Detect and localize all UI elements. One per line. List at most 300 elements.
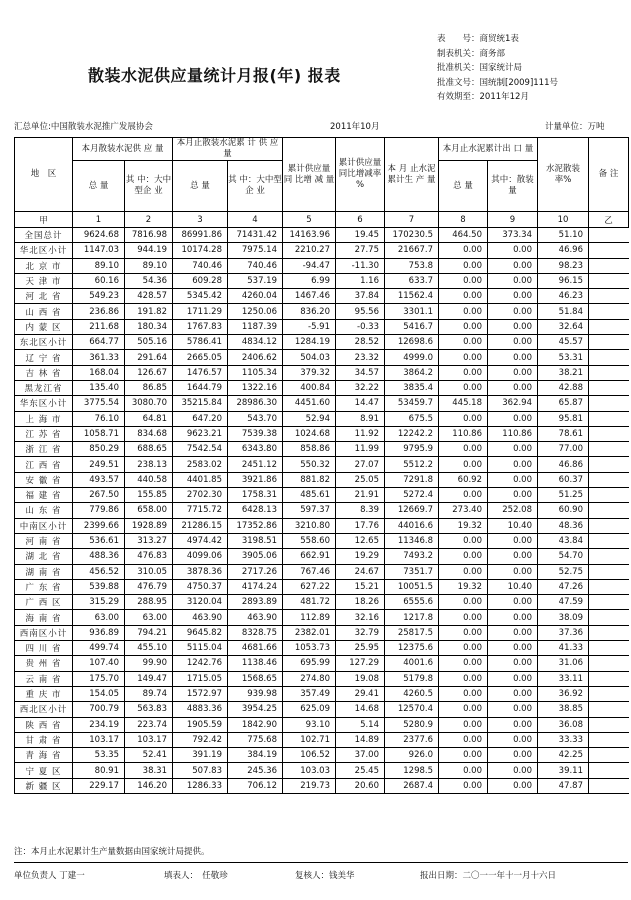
value-cell: 15.21: [336, 579, 385, 594]
value-cell: 361.33: [73, 350, 125, 365]
value-cell: 695.99: [283, 656, 336, 671]
divider: [14, 862, 628, 863]
region-cell: 湖 南 省: [15, 564, 73, 579]
value-cell: 93.10: [283, 717, 336, 732]
table-row: [15, 656, 629, 671]
value-cell: 28.52: [336, 335, 385, 350]
value-cell: 28986.30: [228, 396, 283, 411]
column-index: 8: [439, 212, 488, 228]
value-cell: 558.60: [283, 533, 336, 548]
table-row: [15, 228, 629, 243]
value-cell: 12570.4: [385, 702, 439, 717]
header-bulk-rate: 水泥散装率%: [538, 138, 589, 212]
value-cell: 5179.8: [385, 671, 439, 686]
region-cell: 华北区小计: [15, 243, 73, 258]
header-export: 本月止水泥累计出 口 量: [439, 138, 538, 161]
unit-head: 单位负责人 丁建一: [14, 871, 85, 881]
value-cell: 54.70: [538, 549, 589, 564]
header-total: 总 量: [173, 161, 228, 212]
remarks-cell: [589, 350, 629, 365]
value-cell: 19.45: [336, 228, 385, 243]
value-cell: -11.30: [336, 258, 385, 273]
value-cell: 53.31: [538, 350, 589, 365]
value-cell: 1905.59: [173, 717, 228, 732]
value-cell: 362.94: [488, 396, 538, 411]
table-row: [15, 319, 629, 334]
value-cell: 0.00: [488, 732, 538, 747]
valid-until: 有效期至：2011年12月: [437, 92, 529, 102]
value-cell: 1758.31: [228, 488, 283, 503]
value-cell: 1058.71: [73, 426, 125, 441]
value-cell: 0.00: [439, 564, 488, 579]
header-yoy-rate: 累计供应量同比增减率 %: [336, 138, 385, 212]
value-cell: 3120.04: [173, 595, 228, 610]
remarks-cell: [589, 503, 629, 518]
report-date: 报出日期：二〇一一年十一月十六日: [420, 871, 557, 881]
remarks-cell: [589, 289, 629, 304]
region-cell: 吉 林 省: [15, 365, 73, 380]
value-cell: 37.36: [538, 625, 589, 640]
value-cell: 0.00: [439, 748, 488, 763]
value-cell: 29.41: [336, 686, 385, 701]
value-cell: 106.52: [283, 748, 336, 763]
region-cell: 新 疆 区: [15, 778, 73, 793]
value-cell: 700.79: [73, 702, 125, 717]
value-cell: 662.91: [283, 549, 336, 564]
value-cell: 98.23: [538, 258, 589, 273]
value-cell: 12242.2: [385, 426, 439, 441]
value-cell: 60.92: [439, 472, 488, 487]
value-cell: 219.73: [283, 778, 336, 793]
value-cell: 850.29: [73, 442, 125, 457]
table-row: [15, 396, 629, 411]
value-cell: 71431.42: [228, 228, 283, 243]
value-cell: 8.91: [336, 411, 385, 426]
value-cell: 19.32: [439, 579, 488, 594]
value-cell: 767.46: [283, 564, 336, 579]
value-cell: 0.00: [488, 671, 538, 686]
value-cell: 0.00: [439, 273, 488, 288]
value-cell: 0.00: [439, 304, 488, 319]
value-cell: 0.00: [439, 380, 488, 395]
remarks-cell: [589, 228, 629, 243]
value-cell: 5280.9: [385, 717, 439, 732]
column-index: 1: [73, 212, 125, 228]
value-cell: 0.00: [439, 625, 488, 640]
value-cell: 0.00: [488, 778, 538, 793]
value-cell: 146.20: [125, 778, 173, 793]
value-cell: 51.10: [538, 228, 589, 243]
value-cell: 288.95: [125, 595, 173, 610]
value-cell: 0.00: [488, 488, 538, 503]
value-cell: 740.46: [173, 258, 228, 273]
value-cell: 7542.54: [173, 442, 228, 457]
value-cell: 60.37: [538, 472, 589, 487]
value-cell: 0.00: [439, 717, 488, 732]
value-cell: 6.99: [283, 273, 336, 288]
value-cell: 0.00: [439, 610, 488, 625]
value-cell: 52.41: [125, 748, 173, 763]
value-cell: 0.00: [488, 289, 538, 304]
table-row: [15, 380, 629, 395]
table-row: [15, 717, 629, 732]
value-cell: 112.89: [283, 610, 336, 625]
value-cell: 2210.27: [283, 243, 336, 258]
value-cell: 10.40: [488, 579, 538, 594]
value-cell: 0.00: [488, 748, 538, 763]
value-cell: 86.85: [125, 380, 173, 395]
region-cell: 陕 西 省: [15, 717, 73, 732]
value-cell: 4834.12: [228, 335, 283, 350]
value-cell: 0.00: [439, 335, 488, 350]
column-index: 10: [538, 212, 589, 228]
value-cell: 310.05: [125, 564, 173, 579]
value-cell: 19.32: [439, 518, 488, 533]
table-row: [15, 564, 629, 579]
header-large-enterprises: 其 中：大中型企 业: [228, 161, 283, 212]
value-cell: 0.00: [488, 442, 538, 457]
remarks-cell: [589, 457, 629, 472]
value-cell: 9624.68: [73, 228, 125, 243]
value-cell: 3775.54: [73, 396, 125, 411]
value-cell: 440.58: [125, 472, 173, 487]
value-cell: 0.00: [488, 595, 538, 610]
value-cell: 51.25: [538, 488, 589, 503]
value-cell: 779.86: [73, 503, 125, 518]
value-cell: 103.03: [283, 763, 336, 778]
value-cell: 102.71: [283, 732, 336, 747]
region-cell: 中南区小计: [15, 518, 73, 533]
region-cell: 重 庆 市: [15, 686, 73, 701]
value-cell: 0.00: [488, 610, 538, 625]
region-cell: 天 津 市: [15, 273, 73, 288]
header-cumulative-production: 本 月 止水泥累计生 产 量: [385, 138, 439, 212]
value-cell: 154.05: [73, 686, 125, 701]
value-cell: 14163.96: [283, 228, 336, 243]
value-cell: 25.05: [336, 472, 385, 487]
value-cell: 926.0: [385, 748, 439, 763]
value-cell: 95.81: [538, 411, 589, 426]
report-period: 2011年10月: [330, 122, 380, 132]
value-cell: 7539.38: [228, 426, 283, 441]
value-cell: 488.36: [73, 549, 125, 564]
value-cell: 274.80: [283, 671, 336, 686]
remarks-cell: [589, 365, 629, 380]
value-cell: 504.03: [283, 350, 336, 365]
value-cell: 14.68: [336, 702, 385, 717]
table-row: [15, 748, 629, 763]
region-cell: 河 南 省: [15, 533, 73, 548]
value-cell: 46.86: [538, 457, 589, 472]
value-cell: 507.83: [173, 763, 228, 778]
value-cell: 0.00: [488, 350, 538, 365]
value-cell: 36.92: [538, 686, 589, 701]
form-info: [437, 32, 558, 105]
remarks-cell: [589, 549, 629, 564]
value-cell: 4260.04: [228, 289, 283, 304]
value-cell: 0.00: [439, 533, 488, 548]
value-cell: 379.32: [283, 365, 336, 380]
value-cell: 80.91: [73, 763, 125, 778]
remarks-cell: [589, 304, 629, 319]
region-cell: 四 川 省: [15, 641, 73, 656]
value-cell: 2893.89: [228, 595, 283, 610]
value-cell: 54.36: [125, 273, 173, 288]
value-cell: 0.00: [439, 411, 488, 426]
value-cell: 2406.62: [228, 350, 283, 365]
remarks-cell: [589, 641, 629, 656]
value-cell: 1298.5: [385, 763, 439, 778]
table-row: [15, 702, 629, 717]
value-cell: 3921.86: [228, 472, 283, 487]
value-cell: 0.00: [488, 549, 538, 564]
table-row: [15, 549, 629, 564]
value-cell: 27.75: [336, 243, 385, 258]
value-cell: 95.56: [336, 304, 385, 319]
remarks-cell: [589, 442, 629, 457]
value-cell: 37.84: [336, 289, 385, 304]
value-cell: 384.19: [228, 748, 283, 763]
value-cell: 38.09: [538, 610, 589, 625]
value-cell: 625.09: [283, 702, 336, 717]
header-yoy-change: 累计供应量 同 比增 减 量: [283, 138, 336, 212]
header-cumulative-supply: 本月止散装水泥累 计 供 应 量: [173, 138, 283, 161]
table-row: [15, 533, 629, 548]
value-cell: 238.13: [125, 457, 173, 472]
value-cell: 1053.73: [283, 641, 336, 656]
region-cell: 黑龙江省: [15, 380, 73, 395]
value-cell: 5115.04: [173, 641, 228, 656]
column-index: 7: [385, 212, 439, 228]
region-cell: 广 东 省: [15, 579, 73, 594]
value-cell: 0.00: [439, 732, 488, 747]
value-cell: 2399.66: [73, 518, 125, 533]
value-cell: 0.00: [439, 763, 488, 778]
value-cell: 89.10: [125, 258, 173, 273]
column-index: 6: [336, 212, 385, 228]
value-cell: 4260.5: [385, 686, 439, 701]
value-cell: 1.16: [336, 273, 385, 288]
value-cell: 0.00: [439, 549, 488, 564]
value-cell: 4974.42: [173, 533, 228, 548]
remarks-cell: [589, 625, 629, 640]
value-cell: 8328.75: [228, 625, 283, 640]
value-cell: 1572.97: [173, 686, 228, 701]
remarks-cell: [589, 472, 629, 487]
value-cell: 1568.65: [228, 671, 283, 686]
value-cell: 0.00: [439, 442, 488, 457]
value-cell: 53.35: [73, 748, 125, 763]
value-cell: 17352.86: [228, 518, 283, 533]
table-row: [15, 243, 629, 258]
value-cell: 78.61: [538, 426, 589, 441]
value-cell: 11.92: [336, 426, 385, 441]
value-cell: 0.00: [439, 365, 488, 380]
value-cell: 4451.60: [283, 396, 336, 411]
value-cell: 2717.26: [228, 564, 283, 579]
value-cell: 236.86: [73, 304, 125, 319]
value-cell: 4750.37: [173, 579, 228, 594]
value-cell: 481.72: [283, 595, 336, 610]
statistics-table: [14, 137, 629, 794]
value-cell: 86991.86: [173, 228, 228, 243]
region-cell: 贵 州 省: [15, 656, 73, 671]
value-cell: 688.65: [125, 442, 173, 457]
value-cell: 2377.6: [385, 732, 439, 747]
value-cell: 0.00: [439, 656, 488, 671]
value-cell: 52.94: [283, 411, 336, 426]
value-cell: 5512.2: [385, 457, 439, 472]
value-cell: 149.47: [125, 671, 173, 686]
header-large-enterprises: 其 中：大中型企 业: [125, 161, 173, 212]
value-cell: 19.08: [336, 671, 385, 686]
value-cell: 740.46: [228, 258, 283, 273]
value-cell: 77.00: [538, 442, 589, 457]
table-row: [15, 732, 629, 747]
value-cell: 881.82: [283, 472, 336, 487]
value-cell: 0.00: [439, 289, 488, 304]
value-cell: 7493.2: [385, 549, 439, 564]
value-cell: 0.00: [439, 457, 488, 472]
value-cell: 19.29: [336, 549, 385, 564]
value-cell: 0.00: [439, 671, 488, 686]
remarks-cell: [589, 717, 629, 732]
value-cell: 0.00: [488, 641, 538, 656]
value-cell: 315.29: [73, 595, 125, 610]
value-cell: 373.34: [488, 228, 538, 243]
header-total: 总 量: [73, 161, 125, 212]
column-index: 乙: [589, 212, 629, 228]
value-cell: 23.32: [336, 350, 385, 365]
value-cell: 127.29: [336, 656, 385, 671]
value-cell: 0.00: [488, 319, 538, 334]
value-cell: 505.16: [125, 335, 173, 350]
value-cell: 21286.15: [173, 518, 228, 533]
value-cell: 1715.05: [173, 671, 228, 686]
region-cell: 甘 肃 省: [15, 732, 73, 747]
value-cell: 597.37: [283, 503, 336, 518]
value-cell: 267.50: [73, 488, 125, 503]
value-cell: 1284.19: [283, 335, 336, 350]
value-cell: 3905.06: [228, 549, 283, 564]
value-cell: 3878.36: [173, 564, 228, 579]
value-cell: 0.00: [488, 656, 538, 671]
value-cell: 2702.30: [173, 488, 228, 503]
value-cell: 313.27: [125, 533, 173, 548]
value-cell: 2583.02: [173, 457, 228, 472]
value-cell: 357.49: [283, 686, 336, 701]
region-cell: 湖 北 省: [15, 549, 73, 564]
value-cell: 1250.06: [228, 304, 283, 319]
value-cell: 191.82: [125, 304, 173, 319]
value-cell: 53459.7: [385, 396, 439, 411]
value-cell: 35215.84: [173, 396, 228, 411]
value-cell: 7351.7: [385, 564, 439, 579]
value-cell: 0.00: [488, 472, 538, 487]
header-remarks: 备 注: [589, 138, 629, 212]
value-cell: 0.00: [439, 686, 488, 701]
column-index-row: [15, 212, 629, 228]
value-cell: 485.61: [283, 488, 336, 503]
remarks-cell: [589, 702, 629, 717]
region-cell: 浙 江 省: [15, 442, 73, 457]
value-cell: 0.00: [488, 533, 538, 548]
value-cell: 12698.6: [385, 335, 439, 350]
table-row: [15, 763, 629, 778]
value-cell: 536.61: [73, 533, 125, 548]
value-cell: 37.00: [336, 748, 385, 763]
column-index: 甲: [15, 212, 73, 228]
remarks-cell: [589, 533, 629, 548]
value-cell: 675.5: [385, 411, 439, 426]
remarks-cell: [589, 243, 629, 258]
remarks-cell: [589, 396, 629, 411]
value-cell: -0.33: [336, 319, 385, 334]
value-cell: 0.00: [439, 641, 488, 656]
value-cell: 44016.6: [385, 518, 439, 533]
value-cell: 45.57: [538, 335, 589, 350]
value-cell: 25.95: [336, 641, 385, 656]
value-cell: 3210.80: [283, 518, 336, 533]
remarks-cell: [589, 564, 629, 579]
value-cell: 0.00: [439, 778, 488, 793]
value-cell: 1147.03: [73, 243, 125, 258]
value-cell: 1842.90: [228, 717, 283, 732]
table-row: [15, 258, 629, 273]
value-cell: 65.87: [538, 396, 589, 411]
value-cell: 46.96: [538, 243, 589, 258]
value-cell: 107.40: [73, 656, 125, 671]
value-cell: 32.22: [336, 380, 385, 395]
approval-number: 批准文号：国统制[2009]111号: [437, 77, 558, 88]
remarks-cell: [589, 610, 629, 625]
value-cell: 0.00: [488, 564, 538, 579]
remarks-cell: [589, 426, 629, 441]
region-cell: 山 东 省: [15, 503, 73, 518]
value-cell: 1024.68: [283, 426, 336, 441]
column-index: 5: [283, 212, 336, 228]
value-cell: 0.00: [488, 380, 538, 395]
value-cell: 0.00: [439, 488, 488, 503]
value-cell: 627.22: [283, 579, 336, 594]
value-cell: 658.00: [125, 503, 173, 518]
column-index: 2: [125, 212, 173, 228]
value-cell: 7975.14: [228, 243, 283, 258]
table-row: [15, 426, 629, 441]
region-cell: 青 海 省: [15, 748, 73, 763]
value-cell: 1711.29: [173, 304, 228, 319]
value-cell: 3301.1: [385, 304, 439, 319]
table-row: [15, 457, 629, 472]
value-cell: 32.64: [538, 319, 589, 334]
value-cell: 229.17: [73, 778, 125, 793]
value-cell: 135.40: [73, 380, 125, 395]
value-cell: 223.74: [125, 717, 173, 732]
region-cell: 山 西 省: [15, 304, 73, 319]
value-cell: 12375.6: [385, 641, 439, 656]
value-cell: 47.26: [538, 579, 589, 594]
value-cell: 391.19: [173, 748, 228, 763]
value-cell: 20.60: [336, 778, 385, 793]
value-cell: 6343.80: [228, 442, 283, 457]
value-cell: 706.12: [228, 778, 283, 793]
table-row: [15, 365, 629, 380]
value-cell: 48.36: [538, 518, 589, 533]
value-cell: 9795.9: [385, 442, 439, 457]
region-cell: 安 徽 省: [15, 472, 73, 487]
value-cell: 0.00: [488, 243, 538, 258]
value-cell: 234.19: [73, 717, 125, 732]
